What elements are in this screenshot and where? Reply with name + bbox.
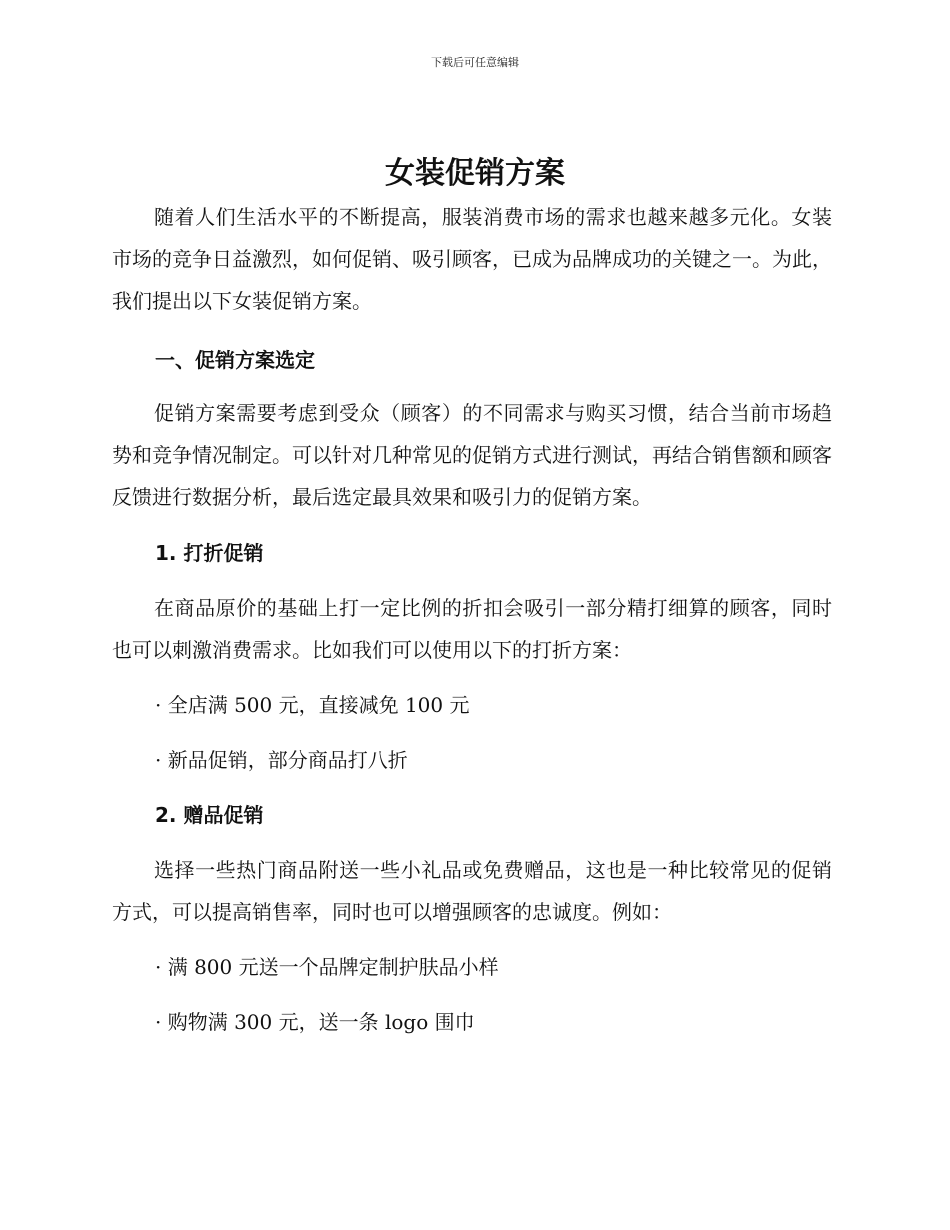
subsection-paragraph-gift: 选择一些热门商品附送一些小礼品或免费赠品，这也是一种比较常见的促销方式，可以提高销售率，同时也可以增强顾客的忠诚度。例如： <box>112 858 832 924</box>
section-heading-promotion-selection: 一、促销方案选定 <box>155 348 315 372</box>
document-title: 女装促销方案 <box>385 156 565 191</box>
list-item-discount-2: · 新品促销，部分商品打八折 <box>155 748 408 772</box>
page-header-note: 下载后可任意编辑 <box>431 56 519 69</box>
subsection-heading-gift: 2. 赠品促销 <box>155 803 264 827</box>
list-item-gift-1: · 满 800 元送一个品牌定制护肤品小样 <box>155 955 499 979</box>
subsection-paragraph-discount: 在商品原价的基础上打一定比例的折扣会吸引一部分精打细算的顾客，同时也可以刺激消费需求。比如我们可以使用以下的打折方案： <box>112 596 832 662</box>
section-paragraph-promotion-selection: 促销方案需要考虑到受众（顾客）的不同需求与购买习惯，结合当前市场趋势和竞争情况制定。可以针对几种常见的促销方式进行测试，再结合销售额和顾客反馈进行数据分析，最后选定最具效果和吸引力的促销方案。 <box>112 401 832 509</box>
list-item-discount-1: · 全店满 500 元，直接减免 100 元 <box>155 693 470 717</box>
intro-paragraph: 随着人们生活水平的不断提高，服装消费市场的需求也越来越多元化。女装市场的竞争日益激烈，如何促销、吸引顾客，已成为品牌成功的关键之一。为此，我们提出以下女装促销方案。 <box>112 205 832 313</box>
subsection-heading-discount: 1. 打折促销 <box>155 541 264 565</box>
list-item-gift-2: · 购物满 300 元，送一条 logo 围巾 <box>155 1010 475 1034</box>
